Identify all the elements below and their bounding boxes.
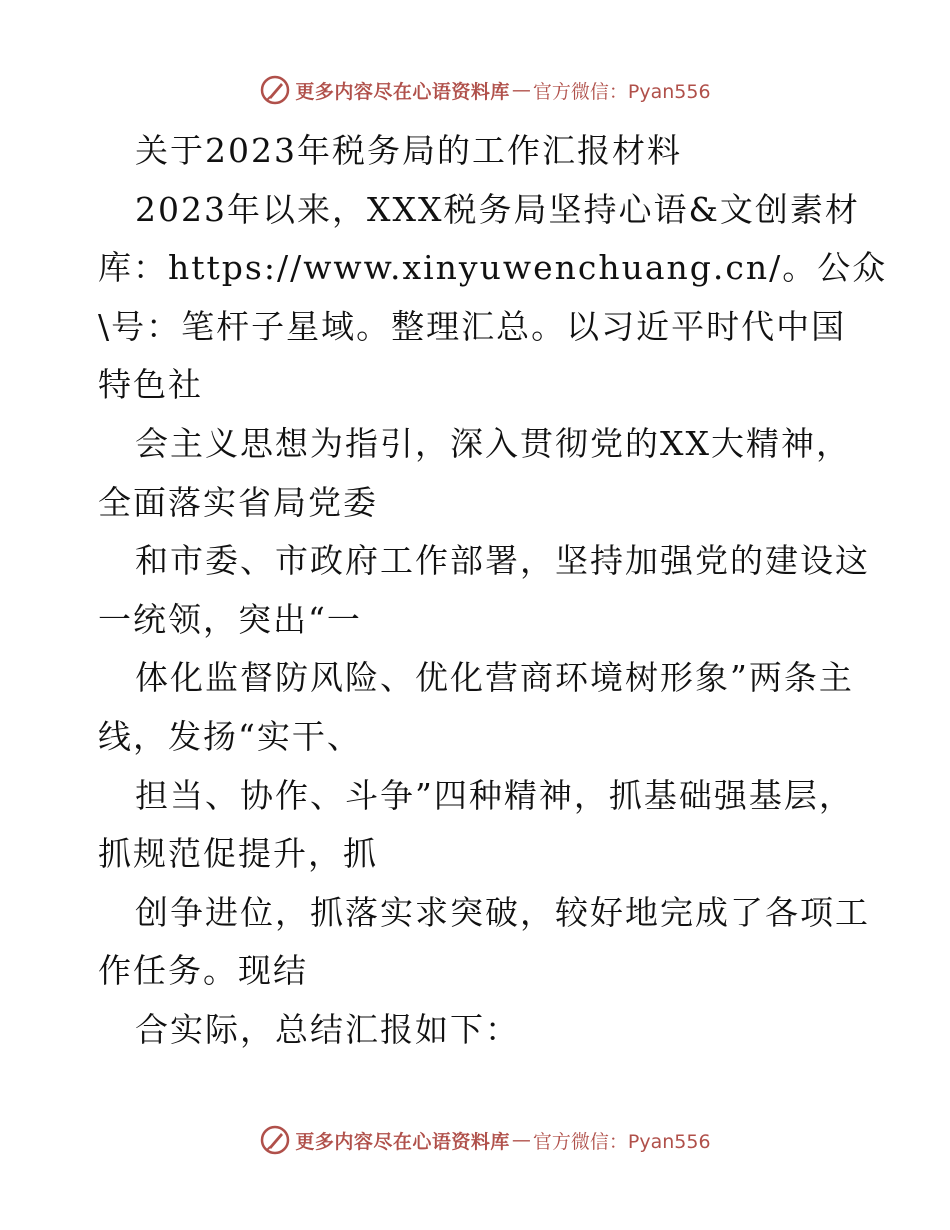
footer-watermark bbox=[0, 1122, 950, 1158]
paragraph-line: 2023年以来，XXX税务局坚持心语&文创素材 bbox=[135, 189, 860, 229]
watermark-content bbox=[259, 74, 710, 106]
watermark-main-text: 更多内容尽在心语资料库 bbox=[295, 1130, 510, 1153]
watermark-dash: — bbox=[511, 79, 531, 101]
paragraph-line: 全面落实省局党委 bbox=[98, 482, 378, 522]
header-watermark bbox=[0, 72, 950, 108]
paragraph-line: 和市委、市政府工作部署，坚持加强党的建设这 bbox=[135, 541, 870, 581]
watermark-dash: — bbox=[511, 1129, 531, 1151]
paragraph-line: 体化监督防风险、优化营商环境树形象”两条主 bbox=[135, 658, 854, 698]
paragraph-line: 合实际，总结汇报如下： bbox=[135, 1009, 520, 1049]
document-title-line: 关于2023年税务局的工作汇报材料 bbox=[135, 131, 682, 170]
watermark-content bbox=[259, 1124, 710, 1156]
paragraph-line: 会主义思想为指引，深入贯彻党的XX大精神， bbox=[135, 423, 851, 463]
paragraph-line: 担当、协作、斗争”四种精神，抓基础强基层， bbox=[135, 775, 854, 815]
watermark-main-text: 更多内容尽在心语资料库 bbox=[295, 80, 510, 103]
paragraph-line: 作任务。现结 bbox=[98, 951, 308, 991]
paragraph-line: 库：https://www.xinyuwenchuang.cn/。公众 bbox=[98, 248, 888, 288]
watermark-wechat-text: 官方微信：Pyan556 bbox=[532, 80, 711, 103]
paragraph-line: 创争进位，抓落实求突破，较好地完成了各项工 bbox=[135, 892, 870, 932]
watermark-wechat-text: 官方微信：Pyan556 bbox=[532, 1130, 711, 1153]
paragraph-line: 抓规范促提升，抓 bbox=[98, 834, 378, 874]
paragraph-line: 一统领，突出“一 bbox=[98, 599, 362, 639]
quill-pen-logo-icon bbox=[259, 1124, 291, 1156]
quill-pen-logo-icon bbox=[259, 74, 291, 106]
paragraph-line: 特色社 bbox=[98, 365, 203, 405]
document-body bbox=[98, 122, 888, 1060]
paragraph-line: 线，发扬“实干、 bbox=[98, 716, 362, 756]
paragraph-line: \号：笔杆子星域。整理汇总。以习近平时代中国 bbox=[98, 306, 847, 346]
